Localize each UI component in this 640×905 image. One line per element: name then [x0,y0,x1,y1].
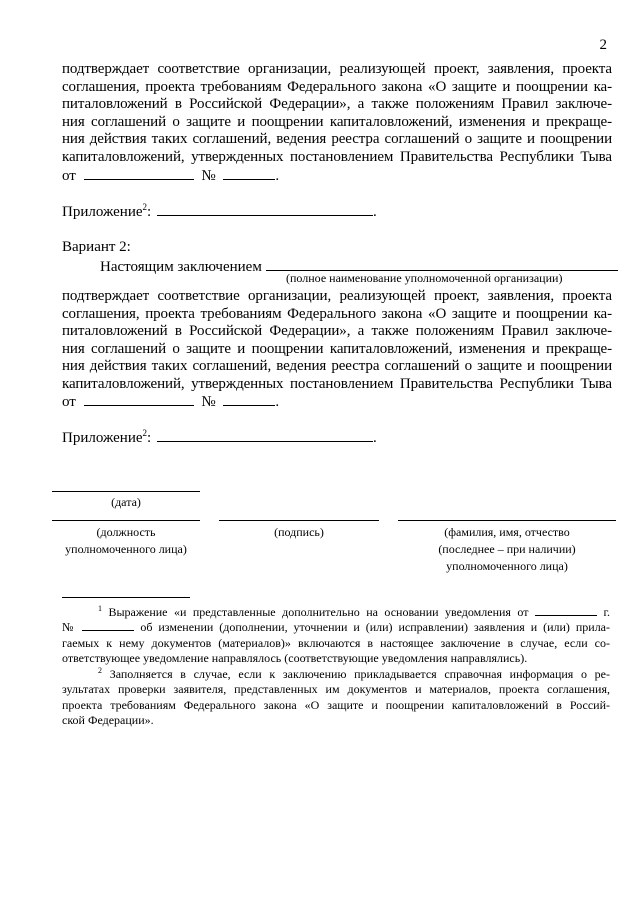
date-blank[interactable] [84,166,194,180]
notice-date-blank[interactable] [535,605,597,616]
variant2-paragraph [62,288,612,394]
paragraph-line: капиталовложений, утвержденных постановлением Правительства Республики Тыва [62,148,612,165]
number-label: № [201,168,216,184]
variant1-appendix-line: Приложение$^2$: . [62,202,377,220]
footnote-ref: 2 [142,202,148,212]
number-blank[interactable] [223,166,275,180]
paragraph-line: питаловложений в Российской Федерации», а также положениям Правил заключе- [62,96,612,113]
number-blank[interactable] [223,392,275,406]
paragraph-line: соглашения, проекта требованиям Федерального закона «О защите и поощрении ка- [62,305,612,322]
paragraph-line: ния действия таких соглашений, ведения реестра соглашений о защите и поощрении [62,131,612,148]
paragraph-line: ния соглашений о защите и поощрении капиталовложений, изменения и прекраще- [62,340,612,357]
appendix-label: Приложение [62,204,143,220]
date-caption: (дата) [111,495,141,509]
footnote-separator [62,597,190,598]
fio-caption: (фамилия, имя, отчество (последнее – при наличии) уполномоченного лица) [438,525,576,573]
appendix-label: Приложение [62,430,143,446]
paragraph-line: питаловложений в Российской Федерации», а также положениям Правил заключе- [62,323,612,340]
appendix-blank[interactable] [157,428,373,442]
ot-label: от [62,394,76,410]
variant1-paragraph [62,61,612,167]
intro-text: Настоящим заключением [100,259,262,275]
signature-line[interactable] [219,520,379,521]
organization-name-blank[interactable] [266,257,618,271]
paragraph-line: подтверждает соответствие организации, реализующей проект, заявления, проекта [62,288,612,304]
footnote-2: $^2$ Заполняется в случае, если к заключению прикладывается справочная информация о ре- зультатах проверки заявителя, представленных им документов и материалов, проекта соглашения, проекта требованиям Федерального закона «О защите и поощрении капиталовложений в Россий- ской Федерации». [62,666,610,727]
footnote-ref: 2 [142,428,148,438]
page-number: 2 [599,37,607,53]
paragraph-line: подтверждает соответствие организации, реализующей проект, заявления, проекта [62,61,612,77]
footnote-number: 2 [98,666,102,675]
variant2-date-number-line: от № . [62,394,280,410]
date-signature-line[interactable] [52,491,200,492]
paragraph-line: ния соглашений о защите и поощрении капиталовложений, изменения и прекраще- [62,113,612,130]
footnote-1: $^1$ Выражение «и представленные дополнительно на основании уведомления от г. № об изменении (дополнении, уточнении и (или) исправлении) заявления и (или) прила- гаемых к нему документов (материалов)» включаются в настоящее заключение в случае, если со- ответствующее уведомление направлялось (соответствующие уведомления направлялись). [62,604,611,665]
date-blank[interactable] [84,392,194,406]
paragraph-line: капиталовложений, утвержденных постановлением Правительства Республики Тыва [62,375,612,392]
variant2-appendix-line: Приложение$^2$: . [62,428,377,446]
notice-number-blank[interactable] [82,620,134,631]
appendix-blank[interactable] [157,202,373,216]
ot-label: от [62,168,76,184]
position-signature-line[interactable] [52,520,200,521]
signature-caption: (подпись) [274,525,324,539]
paragraph-line: ния действия таких соглашений, ведения реестра соглашений о защите и поощрении [62,358,612,375]
variant1-date-number-line: от № . [62,168,280,184]
footnote-number: 1 [98,604,102,613]
position-caption: (должность уполномоченного лица) [65,525,187,556]
number-label: № [201,394,216,410]
fio-signature-line[interactable] [398,520,616,521]
organization-caption: (полное наименование уполномоченной организации) [286,271,563,285]
paragraph-line: соглашения, проекта требованиям Федерального закона «О защите и поощрении ка- [62,78,612,95]
variant2-heading: Вариант 2: [62,239,131,255]
